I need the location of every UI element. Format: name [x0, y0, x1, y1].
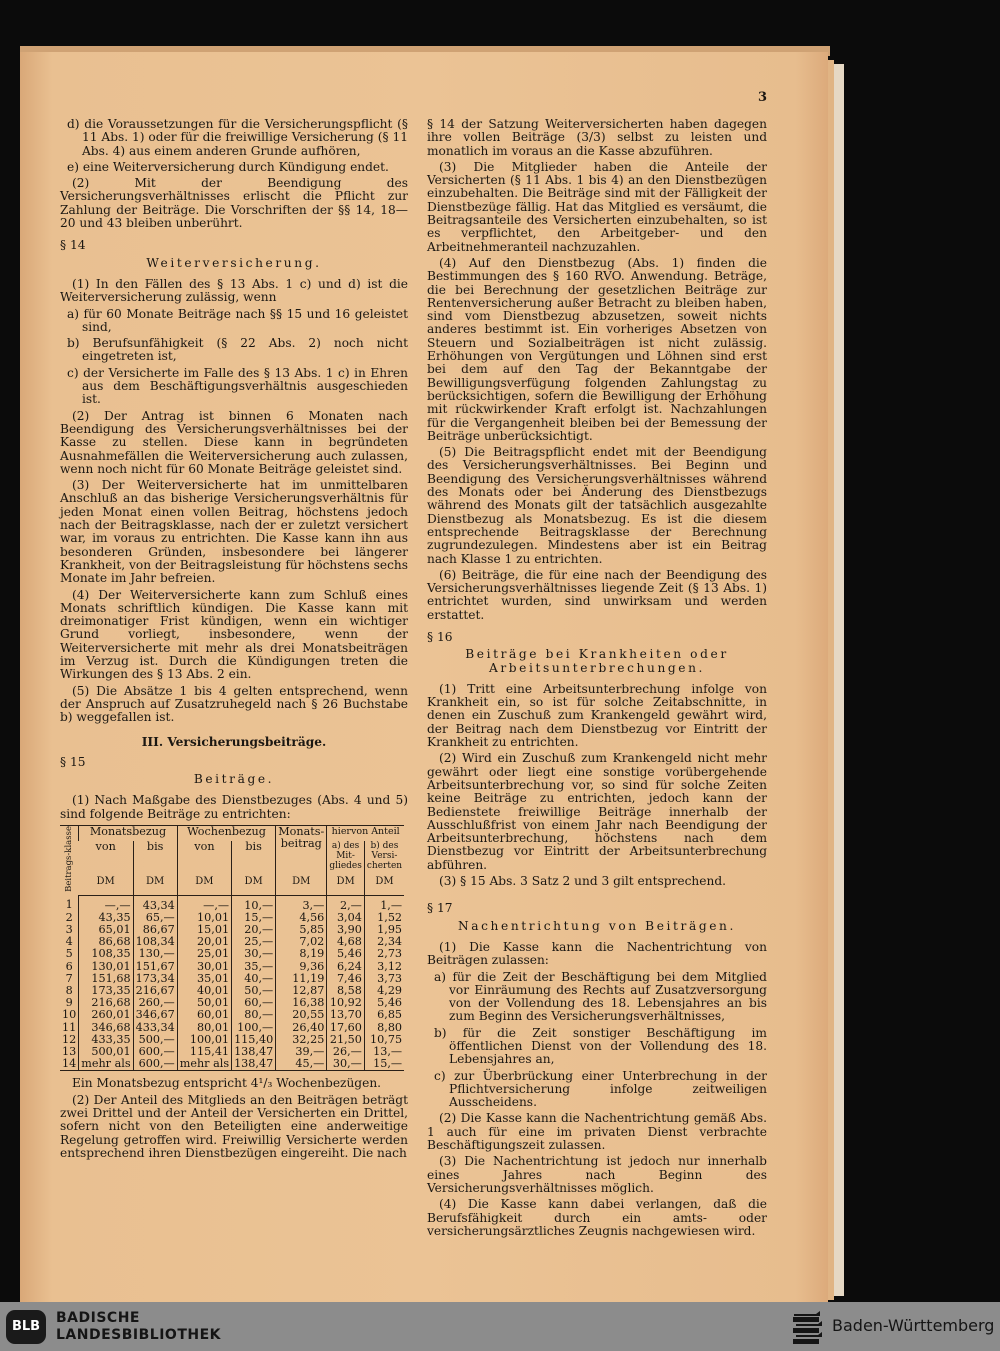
table-cell: 433,35	[79, 1034, 133, 1046]
table-cell: 8,58	[327, 985, 365, 997]
column-header-contribution: Monats-beitrag	[276, 825, 327, 876]
paragraph: (1) Die Kasse kann die Nachentrichtung von Beiträgen zulassen:	[427, 939, 767, 968]
section-heading: Nachentrichtung von Beiträgen.	[458, 918, 736, 933]
table-cell: 216,67	[133, 985, 177, 997]
table-cell: 7,02	[276, 936, 327, 948]
paragraph: (4) Auf den Dienstbezug (Abs. 1) finden die Bestimmungen des § 160 RVO. Anwendung. Beträge, die bei Berechnung der gesetzlichen Beiträge zur Rentenversicherung außer Betracht zu bleiben haben, sind vom Dienstbezug abzusetzen, soweit nichts anderes bestimmt ist. Ein vorheriges Absetzen von Steuern und Sozialbeiträgen ist nicht zulässig. Erhöhungen von Vergütungen und Löhnen sind erst bei dem auf den Tag der Bekanntgabe der Bewilligungsverfügung folgenden Zahlungstag zu berücksichtigen, sofern die Bewilligung der Erhöhung mit rückwirkender Kraft erfolgt ist. Nachzahlungen für die Vergangenheit bleiben bei der Bemessung der Beiträge unberücksichtigt.	[427, 255, 767, 443]
table-cell: 173,35	[79, 985, 133, 997]
table-cell: 6,85	[364, 1009, 404, 1021]
paragraph: d) die Voraussetzungen für die Versicherungspflicht (§ 11 Abs. 1) oder für die freiwillige Versicherung (§ 11 Abs. 4) aus einem anderen Grunde aufhören,	[67, 117, 408, 158]
table-cell: 13,70	[327, 1009, 365, 1021]
table-cell: 15,—	[232, 912, 276, 924]
table-cell: 115,41	[177, 1046, 231, 1058]
paragraph: (3) Die Nachentrichtung ist jedoch nur innerhalb eines Jahres nach Beginn des Versicherungsverhältnisses möglich.	[427, 1154, 767, 1195]
table-cell: 17,60	[327, 1022, 365, 1034]
table-cell: mehr als	[177, 1058, 231, 1071]
column-header-to: bis	[133, 841, 177, 877]
paragraph: (1) Tritt eine Arbeitsunterbrechung infolge von Krankheit ein, so ist für solche Zeitabschnitte, in denen ein Zuschuß zum Krankengeld gewährt wird, der Beitrag nach dem Dienstbezug vor Eintritt der Krankheit zu entrichten.	[427, 681, 767, 750]
table-cell: 8,19	[276, 948, 327, 960]
column-header-from: von	[177, 841, 231, 877]
table-cell: 10,—	[232, 895, 276, 912]
table-cell: 50,01	[177, 997, 231, 1009]
table-cell: mehr als	[79, 1058, 133, 1071]
blb-logo[interactable]: BLB	[6, 1310, 46, 1344]
table-cell: 40,01	[177, 985, 231, 997]
table-cell: 80,01	[177, 1022, 231, 1034]
table-cell: 115,40	[232, 1034, 276, 1046]
table-cell: 10,92	[327, 997, 365, 1009]
paragraph: (3) § 15 Abs. 3 Satz 2 und 3 gilt entsprechend.	[439, 874, 726, 889]
column-header-class: Beitrags-klasse	[63, 825, 74, 892]
table-cell: 12	[62, 1032, 77, 1046]
table-cell: 1	[65, 898, 73, 912]
table-cell: —,—	[177, 895, 231, 912]
table-cell: 12,87	[276, 985, 327, 997]
table-cell: 3,—	[276, 895, 327, 912]
table-cell: 26,—	[327, 1046, 365, 1058]
table-cell: 11,19	[276, 973, 327, 985]
section-number: § 15	[60, 754, 86, 769]
library-name[interactable]	[56, 1310, 221, 1344]
table-cell: 100,—	[232, 1022, 276, 1034]
column-header-insured: b) des Versi-cherten	[364, 841, 404, 877]
paragraph: (2) Mit der Beendigung des Versicherungsverhältnisses erlischt die Pflicht zur Zahlung der Beiträge. Die Vorschriften der §§ 14, 18—20 und 43 bleiben unberührt.	[60, 176, 408, 231]
table-cell: 65,—	[133, 912, 177, 924]
table-cell: 16,38	[276, 997, 327, 1009]
table-cell: 35,01	[177, 973, 231, 985]
table-cell: 30,—	[232, 948, 276, 960]
lions-crest-icon	[790, 1308, 826, 1346]
paragraph: Ein Monatsbezug entspricht 4¹/₃ Wochenbezügen.	[72, 1076, 382, 1091]
section-heading: Beiträge.	[193, 772, 275, 787]
paragraph: (2) Die Kasse kann die Nachentrichtung gemäß Abs. 1 auch für eine im privaten Dienst verbrachte Beschäftigungszeit zulassen.	[427, 1111, 767, 1153]
paragraph: (6) Beiträge, die für eine nach der Beendigung des Versicherungsverhältnisses liegende Zeit (§ 13 Abs. 1) entrichtet wurden, sind unwirksam und werden erstattet.	[427, 567, 767, 622]
table-cell: 43,34	[133, 895, 177, 912]
library-name-line1: BADISCHE	[56, 1310, 140, 1326]
table-cell: 4,56	[276, 912, 327, 924]
table-cell: 21,50	[327, 1034, 365, 1046]
paragraph: (2) Wird ein Zuschuß zum Krankengeld nicht mehr gewährt oder liegt eine sonstige vorübergehende Arbeitsunterbrechung vor, so sind für solche Zeiten keine Beiträge zu entrichten, jedoch kann der Bedienstete freiwillige Beiträge innerhalb der Ausschlußfrist von einem Jahr nach Beendigung der Arbeitsunterbrechung, höchstens nach dem Dienstbezug vor Eintritt der Arbeitsunterbrechung abführen.	[427, 751, 767, 872]
list-item: a) für 60 Monate Beiträge nach §§ 15 und 16 geleistet sind,	[67, 306, 408, 334]
state-name: Baden-Württemberg	[832, 1316, 995, 1335]
table-row	[60, 1009, 404, 1021]
paragraph: (3) Der Weiterversicherte hat im unmittelbaren Anschluß an das bisherige Versicherungsverhältnis für jeden Monat einen vollen Beitrag, höchstens jedoch nach der Beitragsklasse, nach der er zuletzt versichert war, im voraus zu entrichten. Die Kasse kann ihn aus besonderen Gründen, insbesondere bei längerer Krankheit, von der Beitragsleistung für höchstens sechs Monate im Jahr befreien.	[60, 478, 409, 586]
table-cell: 260,—	[133, 997, 177, 1009]
paragraph: (4) Die Kasse kann dabei verlangen, daß die Berufsfähigkeit durch ein amts- oder versicherungsärztliches Zeugnis nachgewiesen wird.	[427, 1197, 767, 1238]
table-cell: 5,85	[276, 924, 327, 936]
table-cell: 346,67	[133, 1009, 177, 1021]
column-header-monthly: Monatsbezug	[79, 825, 177, 840]
table-cell: 151,68	[79, 973, 133, 985]
table-row	[60, 1022, 404, 1034]
table-cell: 100,01	[177, 1034, 231, 1046]
paragraph: (5) Die Beitragspflicht endet mit der Beendigung des Versicherungsverhältnisses. Bei Beginn und Beendigung des Versicherungsverhältnisses während des Monats oder bei Änderung des Dienstbezugs während des Monats gilt der tatsächlich ausgezahlte Dienstbezug als Monatsbezug. Es ist die diesem entsprechende Beitragsklasse der Berechnung zugrundezulegen. Mindestens aber ist ein Beitrag nach Klasse 1 zu entrichten.	[427, 445, 767, 566]
table-cell: 9	[65, 996, 73, 1010]
contribution-table	[60, 825, 404, 1071]
table-cell: 260,01	[79, 1009, 133, 1021]
table-cell: 8	[65, 984, 73, 997]
table-cell: 20,55	[276, 1009, 327, 1021]
table-cell: 25,01	[177, 948, 231, 960]
table-cell: 20,—	[232, 924, 276, 936]
table-cell: 39,—	[276, 1046, 327, 1058]
table-cell: 3,90	[327, 924, 365, 936]
table-cell: 3,12	[364, 961, 404, 973]
section-number: § 14	[60, 238, 86, 253]
table-cell: 3,73	[364, 973, 404, 985]
list-item: a) für die Zeit der Beschäftigung bei dem Mitglied vor Einräumung des Rechts auf Zusatzversorgung von der Vollendung des 18. Lebensjahres an bis zum Beginn des Versicherungsverhältnisses,	[434, 969, 767, 1024]
paragraph: (2) Der Antrag ist binnen 6 Monaten nach Beendigung des Versicherungsverhältnisses bei der Kasse zu stellen. Diese kann in begründeten Ausnahmefällen die Weiterversicherung auch zulassen, wenn noch nicht für 60 Monate Beiträge geleistet sind.	[60, 408, 408, 476]
section-heading: Weiterversicherung.	[146, 255, 322, 270]
library-name-line2: LANDESBIBLIOTHEK	[56, 1327, 222, 1343]
table-cell: 2	[65, 910, 73, 924]
section-number: § 16	[427, 629, 453, 644]
table-cell: 500,01	[79, 1046, 133, 1058]
table-body	[60, 895, 404, 1071]
table-cell: 25,—	[232, 936, 276, 948]
table-cell: 86,68	[79, 936, 133, 948]
table-cell: 40,—	[232, 973, 276, 985]
table-cell: 3,04	[327, 912, 365, 924]
table-cell: 346,68	[79, 1022, 133, 1034]
table-cell: 130,01	[79, 961, 133, 973]
table-cell: 10,01	[177, 912, 231, 924]
table-cell: 26,40	[276, 1022, 327, 1034]
table-cell: 173,34	[133, 973, 177, 985]
table-cell: 138,47	[232, 1046, 276, 1058]
table-cell: 4	[65, 935, 73, 949]
table-cell: 20,01	[177, 936, 231, 948]
table-cell: 6	[65, 959, 73, 973]
table-cell: 4,29	[364, 985, 404, 997]
table-row	[60, 1058, 404, 1071]
table-cell: 108,35	[79, 948, 133, 960]
table-cell: 1,52	[364, 912, 404, 924]
paragraph: (4) Der Weiterversicherte kann zum Schluß eines Monats schriftlich kündigen. Die Kasse kann mit dreimonatiger Frist kündigen, wenn ein wichtiger Grund vorliegt, insbesondere, wenn der Weiterversicherte mit mehr als drei Monatsbeiträgen im Verzug ist. Durch die Kündigungen treten die Wirkungen des § 13 Abs. 2 ein.	[60, 587, 408, 682]
table-cell: 500,—	[133, 1034, 177, 1046]
table-cell: 3	[65, 922, 73, 936]
list-item: c) der Versicherte im Falle des § 13 Abs. 1 c) in Ehren aus dem Beschäftigungsverhältnis ausgeschieden ist.	[67, 365, 408, 407]
table-row	[60, 961, 404, 973]
table-cell: 45,—	[276, 1058, 327, 1071]
right-column	[427, 118, 767, 1241]
table-cell: 10	[62, 1008, 77, 1022]
column-header-to: bis	[232, 841, 276, 877]
table-cell: 15,—	[364, 1058, 404, 1071]
table-cell: 5	[65, 947, 73, 961]
table-cell: 130,—	[133, 948, 177, 960]
table-cell: 32,25	[276, 1034, 327, 1046]
table-cell: 60,01	[177, 1009, 231, 1021]
left-column	[60, 118, 408, 1163]
table-cell: 6,24	[327, 961, 365, 973]
table-cell: 138,47	[232, 1058, 276, 1071]
unit-label: DM	[232, 876, 276, 895]
table-cell: 13,—	[364, 1046, 404, 1058]
table-row	[60, 948, 404, 960]
table-cell: 7,46	[327, 973, 365, 985]
table-cell: 9,36	[276, 961, 327, 973]
column-header-from: von	[95, 839, 116, 853]
table-cell: 600,—	[133, 1046, 177, 1058]
table-cell: 2,34	[364, 936, 404, 948]
table-cell: 30,01	[177, 961, 231, 973]
part-heading: III. Versicherungsbeiträge.	[141, 735, 327, 750]
table-cell: 86,67	[133, 924, 177, 936]
table-cell: 108,34	[133, 936, 177, 948]
table-cell: 50,—	[232, 985, 276, 997]
table-cell: 4,68	[327, 936, 365, 948]
table-cell: 8,80	[364, 1022, 404, 1034]
table-cell: 30,—	[327, 1058, 365, 1071]
paragraph: (1) In den Fällen des § 13 Abs. 1 c) und d) ist die Weiterversicherung zulässig, wenn	[60, 276, 408, 305]
column-header-share: hiervon Anteil	[327, 825, 404, 840]
footer-bar	[0, 1302, 1000, 1351]
table-cell: 151,67	[133, 961, 177, 973]
table-cell: 65,01	[79, 924, 133, 936]
table-cell: 10,75	[364, 1034, 404, 1046]
table-cell: 35,—	[232, 961, 276, 973]
unit-label: DM	[79, 876, 133, 895]
table-cell: 60,—	[232, 997, 276, 1009]
unit-label: DM	[177, 876, 231, 895]
table-cell: 216,68	[79, 997, 133, 1009]
table-cell: 80,—	[232, 1009, 276, 1021]
table-row	[60, 895, 404, 912]
table-cell: 14	[62, 1057, 77, 1071]
table-cell: 433,34	[133, 1022, 177, 1034]
paragraph: (1) Nach Maßgabe des Dienstbezuges (Abs. 4 und 5) sind folgende Beiträge zu entrichten:	[60, 793, 408, 821]
table-cell: 5,46	[327, 948, 365, 960]
table-cell: 7	[65, 971, 73, 985]
column-header-weekly: Wochenbezug	[177, 825, 275, 840]
paragraph: (5) Die Absätze 1 bis 4 gelten entsprechend, wenn der Anspruch auf Zusatzruhegeld nach § 26 Buchstabe b) weggefallen ist.	[60, 683, 408, 725]
table-cell: 13	[62, 1045, 77, 1059]
section-number: § 17	[427, 901, 453, 916]
table-cell: 11	[62, 1020, 77, 1034]
table-cell: 15,01	[177, 924, 231, 936]
unit-label: DM	[327, 876, 365, 895]
unit-label: DM	[133, 876, 177, 895]
list-item: c) zur Überbrückung einer Unterbrechung in der Pflichtversicherung infolge zeitweiligen Ausscheidens.	[434, 1068, 767, 1110]
unit-label: DM	[364, 876, 404, 895]
paragraph: § 14 der Satzung Weiterversicherten haben dagegen ihre vollen Beiträge (3/3) selbst zu leisten und monatlich im voraus an die Kasse abzuführen.	[427, 117, 767, 158]
list-item: b) Berufsunfähigkeit (§ 22 Abs. 2) noch nicht eingetreten ist,	[67, 336, 408, 364]
table-cell: 2,73	[364, 948, 404, 960]
table-cell: —,—	[79, 895, 133, 912]
table-cell: 2,—	[327, 895, 365, 912]
table-cell: 1,—	[364, 895, 404, 912]
section-heading: Beiträge bei Krankheiten oder Arbeitsunterbrechungen.	[465, 647, 729, 675]
paragraph: (3) Die Mitglieder haben die Anteile der Versicherten (§ 11 Abs. 1 bis 4) an den Dienstbezügen einzubehalten. Die Beiträge sind mit der Fälligkeit der Dienstbezüge fällig. Hat das Mitglied es versäumt, die Beitragsanteile des Versicherten einzubehalten, so ist es verpflichtet, den Arbeitgeber- und den Arbeitnehmeranteil nachzuzahlen.	[427, 159, 767, 254]
table-cell: 5,46	[364, 997, 404, 1009]
table-cell: 1,95	[364, 924, 404, 936]
table-cell: 600,—	[133, 1058, 177, 1071]
unit-label: DM	[276, 876, 327, 895]
paragraph: (2) Der Anteil des Mitglieds an den Beiträgen beträgt zwei Drittel und der Anteil der Versicherten ein Drittel, sofern nicht von den Beteiligten eine anderweitige Regelung getroffen wird. Freiwillig Versicherte werden entsprechend ihren Dienstbezügen eingereiht. Die nach	[60, 1092, 408, 1160]
table-cell: 43,35	[79, 912, 133, 924]
page-number: 3	[758, 90, 768, 105]
paragraph: e) eine Weiterversicherung durch Kündigung endet.	[67, 159, 389, 174]
column-header-member: a) des Mit-gliedes	[327, 841, 365, 877]
list-item: b) für die Zeit sonstiger Beschäftigung im öffentlichen Dienst von der Vollendung des 18. Lebensjahres an,	[434, 1025, 767, 1067]
